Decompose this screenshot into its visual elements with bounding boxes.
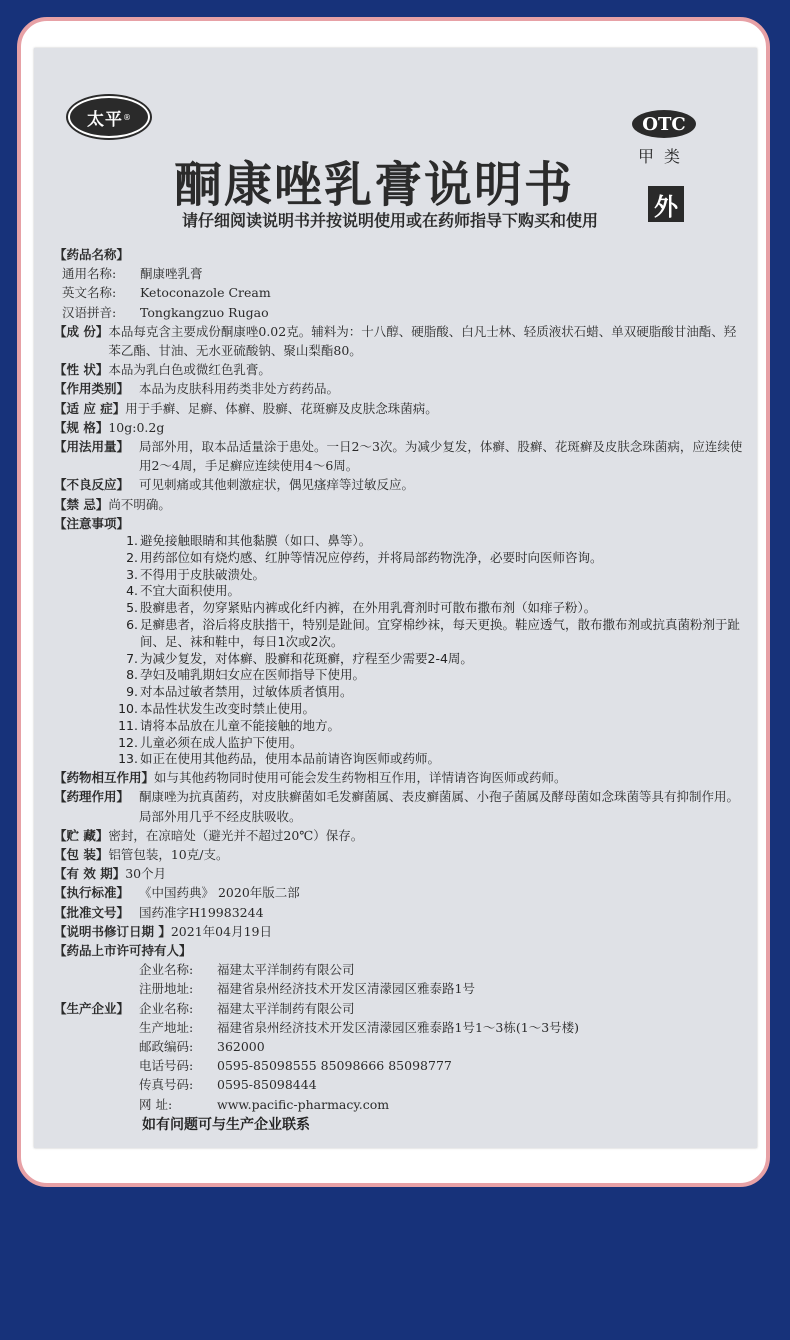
maker-value: 0595-85098555 85098666 85098777 bbox=[217, 1058, 452, 1074]
note-text: 不得用于皮肤破溃处。 bbox=[140, 566, 266, 582]
section-label: 【禁 忌】 bbox=[54, 496, 109, 512]
maker-row bbox=[139, 1095, 744, 1114]
section-value: 10g:0.2g bbox=[108, 419, 165, 435]
info-section-row bbox=[54, 864, 744, 883]
section-label: 【性 状】 bbox=[54, 362, 109, 378]
info-section-row bbox=[54, 826, 744, 845]
section-value: 密封，在凉暗处（避光并不超过20℃）保存。 bbox=[108, 827, 364, 843]
notes-section bbox=[54, 514, 744, 533]
section-label: 【适 应 症】 bbox=[54, 400, 126, 416]
note-number: 2. bbox=[126, 549, 138, 565]
maker-value: 362000 bbox=[217, 1039, 265, 1055]
note-item bbox=[116, 651, 744, 668]
note-text: 不宜大面积使用。 bbox=[140, 583, 241, 599]
note-item bbox=[116, 533, 744, 550]
note-text: 股癣患者，勿穿紧贴内裤或化纤内裤，在外用乳膏剂时可散布撒布剂（如痱子粉）。 bbox=[140, 600, 597, 616]
note-number: 9. bbox=[126, 684, 138, 700]
section-value: 可见刺痛或其他刺激症状，偶见瘙痒等过敏反应。 bbox=[139, 477, 415, 493]
section-label: 【成 份】 bbox=[54, 323, 109, 339]
external-use-mark: 外 bbox=[648, 186, 684, 222]
note-text: 为减少复发，对体癣、股癣和花斑癣，疗程至少需要2-4周。 bbox=[140, 650, 473, 666]
note-item bbox=[116, 718, 744, 735]
section-label: 【贮 藏】 bbox=[54, 827, 109, 843]
drug-name-row bbox=[54, 264, 744, 283]
maker-value: 福建太平洋制药有限公司 bbox=[217, 1000, 355, 1016]
leaflet-content bbox=[54, 245, 744, 1114]
registered-mark: ® bbox=[123, 112, 131, 122]
section-value: 如与其他药物同时使用可能会发生药物相互作用，详情请咨询医师或药师。 bbox=[154, 770, 567, 786]
note-item bbox=[116, 600, 744, 617]
otc-class: 甲类 bbox=[637, 147, 690, 166]
maker-key: 传真号码: bbox=[139, 1077, 194, 1093]
section-label: 【用法用量】 bbox=[54, 439, 130, 455]
note-number: 6. bbox=[126, 617, 138, 633]
note-text: 儿童必须在成人监护下使用。 bbox=[140, 734, 303, 750]
drug-names-list bbox=[54, 264, 744, 322]
note-text: 本品性状发生改变时禁止使用。 bbox=[140, 701, 316, 717]
note-number: 4. bbox=[126, 583, 138, 599]
maker-value: 福建省泉州经济技术开发区清濛园区雅泰路1号1～3栋(1～3号楼) bbox=[217, 1019, 580, 1035]
info-section-row bbox=[54, 399, 744, 418]
note-item bbox=[116, 550, 744, 567]
info-section-row bbox=[54, 768, 744, 787]
note-text: 避免接触眼睛和其他黏膜（如口、鼻等）。 bbox=[140, 533, 372, 549]
holder-value: 福建太平洋制药有限公司 bbox=[217, 962, 355, 978]
note-number: 1. bbox=[126, 533, 138, 549]
note-item bbox=[116, 583, 744, 600]
holder-list bbox=[54, 960, 744, 998]
info-section-row bbox=[54, 360, 744, 379]
brand-logo bbox=[68, 96, 150, 138]
section-label: 【包 装】 bbox=[54, 847, 109, 863]
section-label: 【不良反应】 bbox=[54, 477, 130, 493]
section-value: 本品为乳白色或微红色乳膏。 bbox=[108, 362, 271, 378]
section-value: 本品为皮肤科用药类非处方药药品。 bbox=[139, 381, 340, 397]
sections-list-b bbox=[54, 768, 744, 941]
note-number: 11. bbox=[118, 717, 138, 733]
section-value: 局部外用，取本品适量涂于患处。一日2～3次。为减少复发，体癣、股癣、花斑癣及皮肤念珠菌病，应连续使用2～4周，手足癣应连续使用4～6周。 bbox=[139, 439, 743, 474]
sections-list-a bbox=[54, 322, 744, 514]
brand-logo-text: 太平 bbox=[87, 109, 123, 130]
info-section-row bbox=[54, 845, 744, 864]
maker-key: 生产地址: bbox=[139, 1019, 194, 1035]
document-title: 酮康唑乳膏说明书 bbox=[173, 157, 574, 213]
info-section-row bbox=[54, 322, 744, 360]
note-item bbox=[116, 735, 744, 752]
note-number: 8. bbox=[126, 667, 138, 683]
drug-name-row bbox=[54, 283, 744, 302]
info-section-row bbox=[54, 883, 744, 902]
maker-section bbox=[54, 999, 744, 1114]
holder-row bbox=[54, 979, 744, 998]
section-value: 《中国药典》 2020年版二部 bbox=[139, 885, 300, 901]
section-label: 【药物相互作用】 bbox=[54, 770, 155, 786]
note-item bbox=[116, 684, 744, 701]
info-section-row bbox=[54, 903, 744, 922]
note-number: 13. bbox=[118, 751, 138, 767]
maker-key: 邮政编码: bbox=[139, 1039, 194, 1055]
maker-key: 网 址: bbox=[139, 1096, 173, 1112]
document-subtitle: 请仔细阅读说明书并按说明使用或在药师指导下购买和使用 bbox=[181, 211, 598, 230]
otc-badge: OTC bbox=[632, 110, 696, 138]
section-label: 【说明书修订日期 】 bbox=[54, 923, 171, 939]
section-label: 【执行标准】 bbox=[54, 885, 130, 901]
note-text: 足癣患者，浴后将皮肤揩干，特别是趾间。宜穿棉纱袜，每天更换。鞋应透气，散布撒布剂或抗真菌粉剂于趾间、足、袜和鞋中，每日1次或2次。 bbox=[140, 617, 741, 649]
notes-list bbox=[54, 533, 744, 768]
maker-value: www.pacific-pharmacy.com bbox=[217, 1096, 390, 1112]
maker-row bbox=[139, 1037, 744, 1056]
info-section-row bbox=[54, 379, 744, 398]
info-section-row bbox=[54, 495, 744, 514]
note-item bbox=[116, 617, 744, 651]
holder-key: 注册地址: bbox=[139, 981, 194, 997]
section-value: 30个月 bbox=[125, 866, 167, 882]
note-number: 5. bbox=[126, 600, 138, 616]
drug-name-key: 英文名称: bbox=[62, 285, 117, 301]
info-section-row bbox=[54, 437, 744, 475]
maker-row bbox=[139, 1018, 744, 1037]
note-text: 用药部位如有烧灼感、红肿等情况应停药，并将局部药物洗净，必要时向医师咨询。 bbox=[140, 549, 603, 565]
note-item bbox=[116, 701, 744, 718]
note-item bbox=[116, 567, 744, 584]
info-section-row bbox=[54, 922, 744, 941]
note-item bbox=[116, 751, 744, 768]
maker-value: 0595-85098444 bbox=[217, 1077, 317, 1093]
holder-row bbox=[54, 960, 744, 979]
note-text: 如正在使用其他药品，使用本品前请咨询医师或药师。 bbox=[140, 751, 441, 767]
section-value: 国药准字H19983244 bbox=[139, 904, 264, 920]
info-section-row bbox=[54, 787, 744, 825]
drug-name-value: Tongkangzuo Rugao bbox=[140, 304, 269, 320]
drug-name-key: 通用名称: bbox=[62, 266, 117, 282]
note-text: 孕妇及哺乳期妇女应在医师指导下使用。 bbox=[140, 667, 366, 683]
holder-key: 企业名称: bbox=[139, 962, 194, 978]
section-value: 用于手癣、足癣、体癣、股癣、花斑癣及皮肤念珠菌病。 bbox=[125, 400, 438, 416]
drug-name-value: 酮康唑乳膏 bbox=[140, 266, 203, 282]
section-value: 铝管包装，10克/支。 bbox=[108, 847, 229, 863]
drug-name-section bbox=[54, 245, 744, 264]
section-label: 【作用类别】 bbox=[54, 381, 130, 397]
leaflet-paper bbox=[34, 48, 757, 1148]
info-section-row bbox=[54, 475, 744, 494]
holder-section bbox=[54, 941, 744, 960]
section-label: 【药品名称】 bbox=[54, 247, 130, 262]
note-number: 10. bbox=[118, 701, 138, 717]
note-item bbox=[116, 667, 744, 684]
section-label: 【药理作用】 bbox=[54, 789, 130, 805]
section-value: 尚不明确。 bbox=[108, 496, 171, 512]
note-text: 对本品过敏者禁用，过敏体质者慎用。 bbox=[140, 684, 353, 700]
section-label: 【生产企业】 bbox=[54, 1000, 130, 1016]
maker-list bbox=[139, 999, 744, 1114]
section-label: 【批准文号】 bbox=[54, 904, 130, 920]
drug-name-row bbox=[54, 303, 744, 322]
holder-value: 福建省泉州经济技术开发区清濛园区雅泰路1号 bbox=[217, 981, 475, 997]
drug-name-key: 汉语拼音: bbox=[62, 304, 117, 320]
maker-key: 电话号码: bbox=[139, 1058, 194, 1074]
info-section-row bbox=[54, 418, 744, 437]
section-label: 【注意事项】 bbox=[54, 515, 130, 531]
section-value: 酮康唑为抗真菌药，对皮肤癣菌如毛发癣菌属、表皮癣菌属、小孢子菌属及酵母菌如念珠菌等具有抑制作用。局部外用几乎不经皮肤吸收。 bbox=[139, 789, 740, 824]
note-number: 3. bbox=[126, 566, 138, 582]
note-number: 12. bbox=[118, 734, 138, 750]
note-number: 7. bbox=[126, 650, 138, 666]
section-value: 2021年04月19日 bbox=[170, 923, 272, 939]
maker-row bbox=[139, 999, 744, 1018]
section-label: 【有 效 期】 bbox=[54, 866, 126, 882]
section-value: 本品每克含主要成份酮康唑0.02克。辅料为：十八醇、硬脂酸、白凡士林、轻质液状石蜡、单双硬脂酸甘油酯、羟苯乙酯、甘油、无水亚硫酸钠、聚山梨酯80。 bbox=[108, 323, 737, 359]
maker-row bbox=[139, 1056, 744, 1075]
contact-footer: 如有问题可与生产企业联系 bbox=[142, 1117, 310, 1133]
section-label: 【药品上市许可持有人】 bbox=[54, 943, 192, 959]
note-text: 请将本品放在儿童不能接触的地方。 bbox=[140, 717, 341, 733]
drug-name-value: Ketoconazole Cream bbox=[140, 285, 271, 301]
section-label: 【规 格】 bbox=[54, 419, 109, 435]
maker-key: 企业名称: bbox=[139, 1000, 194, 1016]
maker-row bbox=[139, 1075, 744, 1094]
